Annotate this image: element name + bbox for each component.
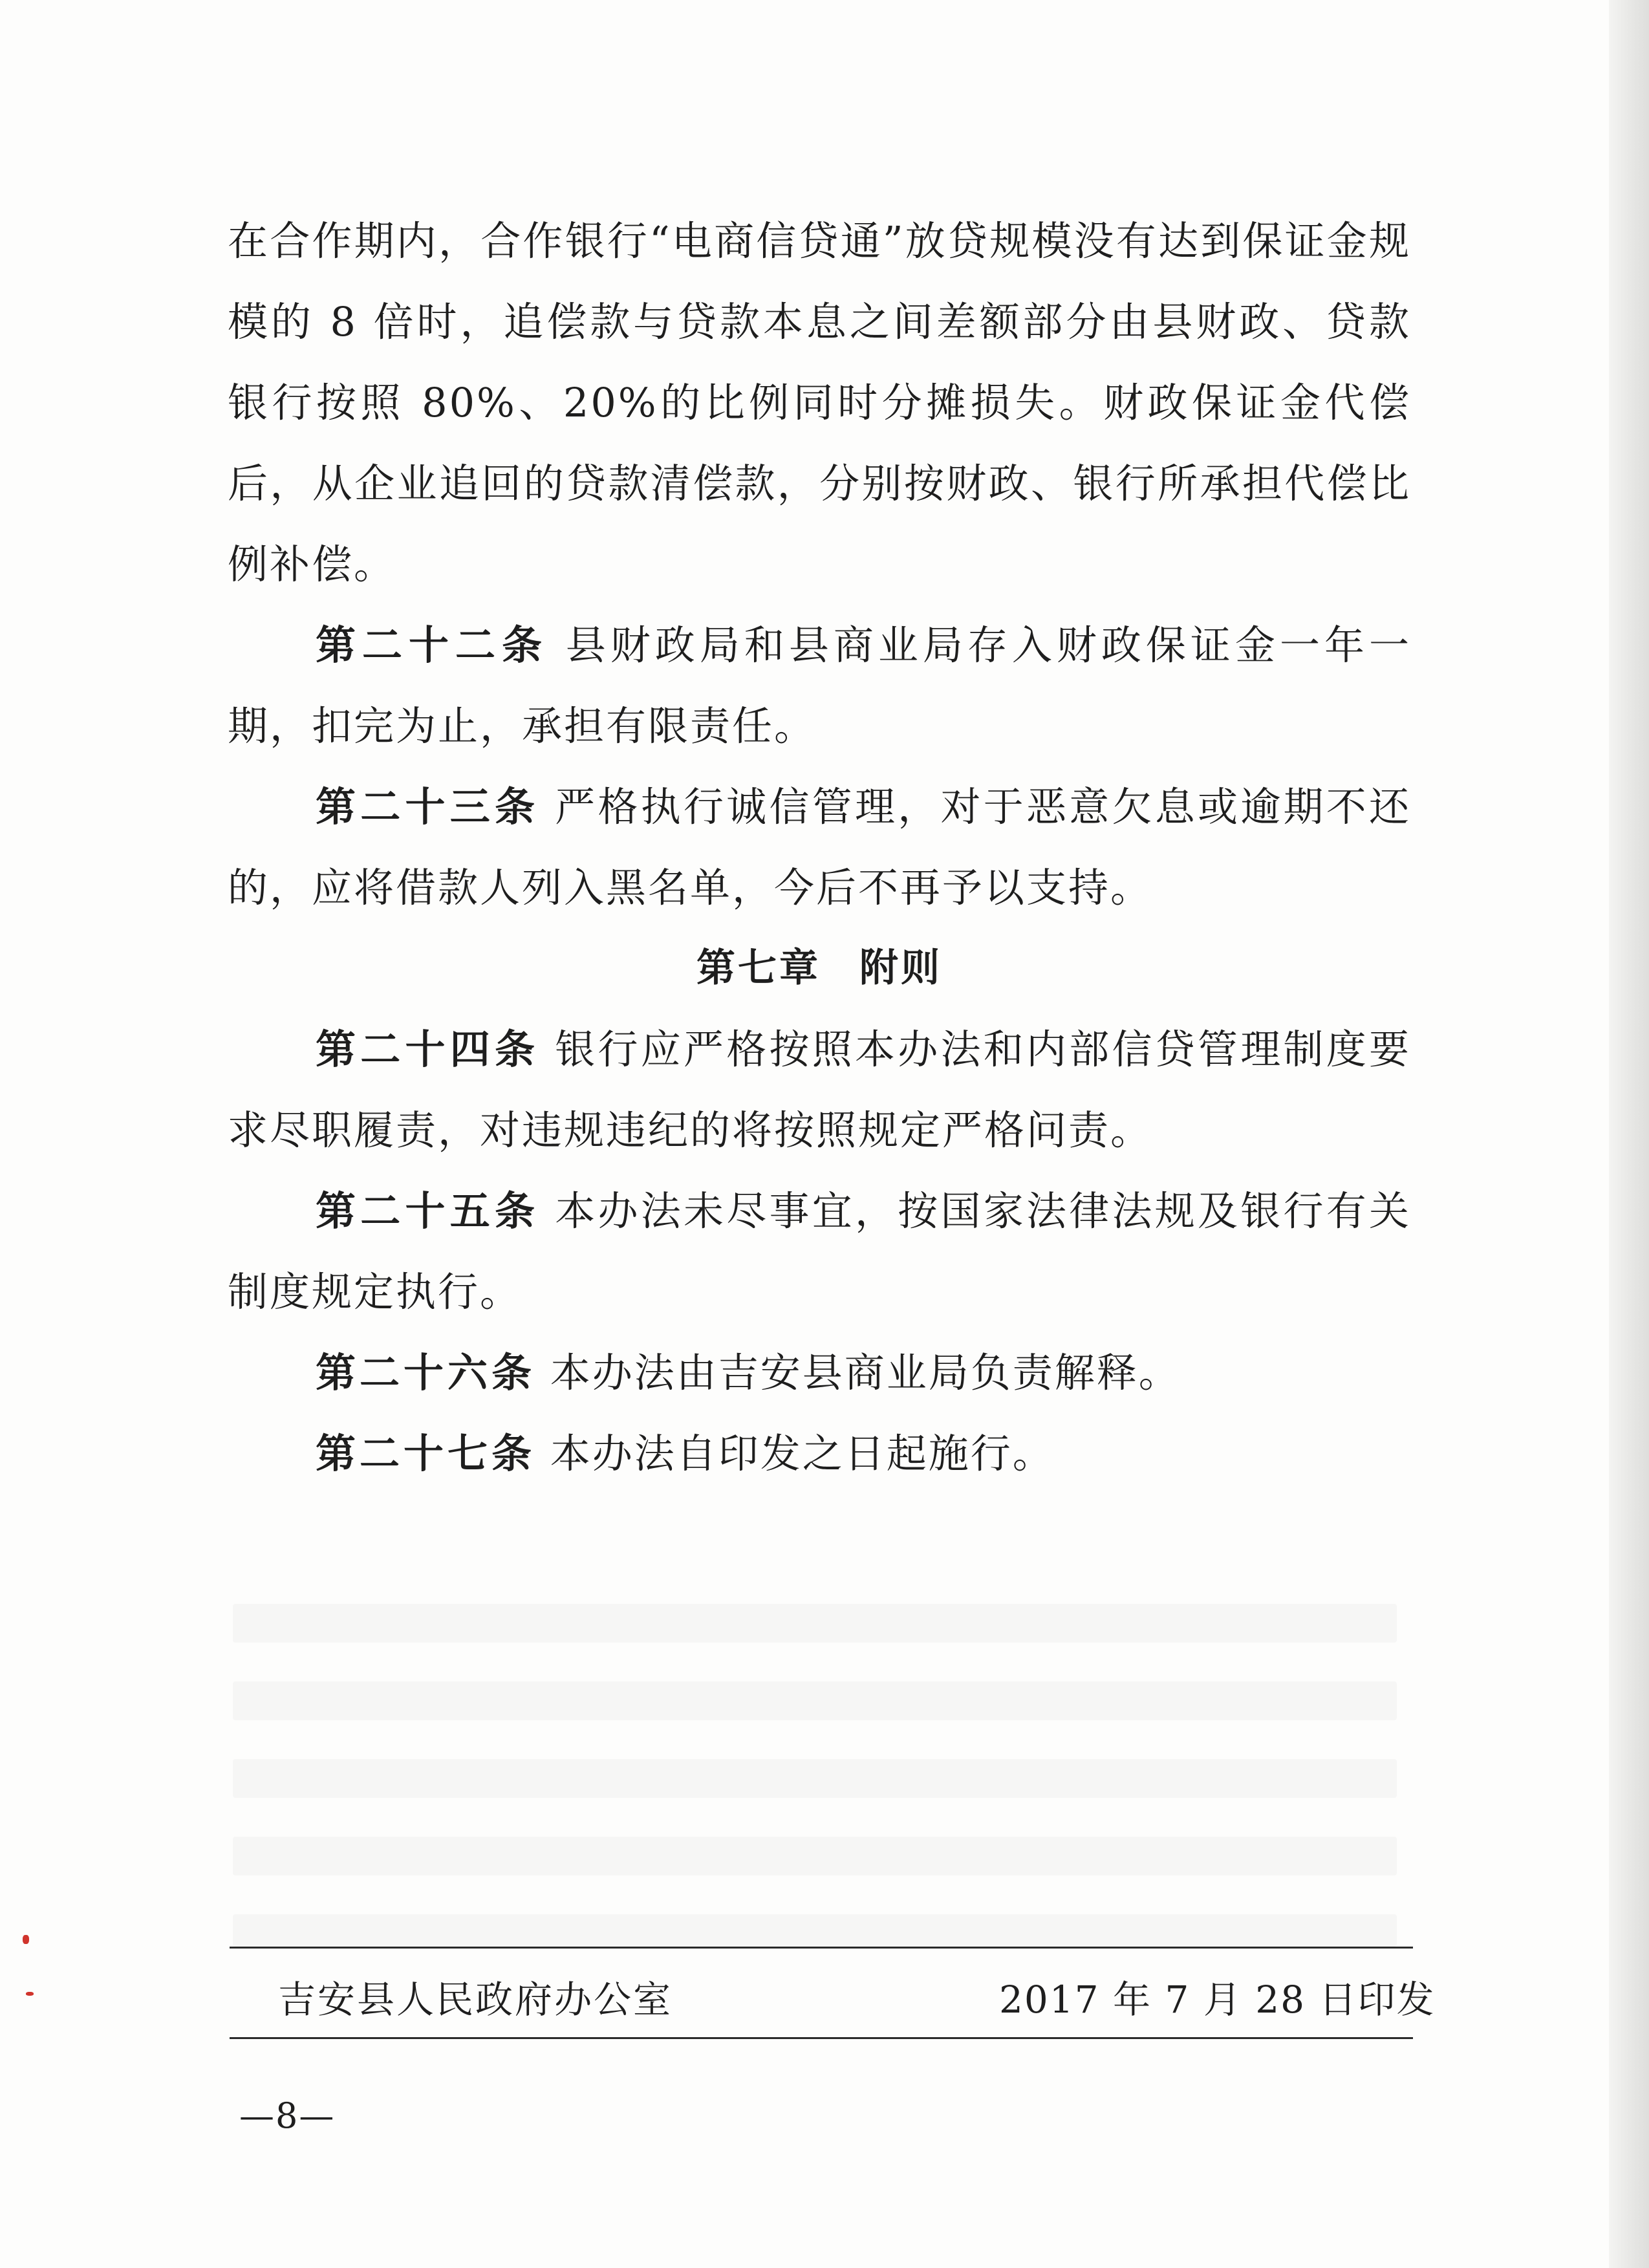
article-26 <box>228 1332 1411 1413</box>
footer-bottom-rule <box>230 2037 1413 2039</box>
article-24 <box>228 1009 1411 1171</box>
article-27 <box>228 1413 1411 1494</box>
bleed-through <box>233 1681 1397 1720</box>
red-speck <box>23 1935 29 1944</box>
article-text: 严格执行诚信管理，对于恶意欠息或逾期不还的，应将借款人列入黑名单，今后不再予以支持。 <box>228 783 1411 911</box>
bleed-through <box>233 1837 1397 1875</box>
article-text: 本办法自印发之日起施行。 <box>550 1430 1055 1477</box>
red-speck <box>26 1992 34 1996</box>
article-number: 第二十五条 <box>316 1187 540 1235</box>
chapter-heading <box>228 928 1411 1009</box>
bleed-through <box>233 1604 1397 1643</box>
footer-top-rule <box>230 1947 1413 1949</box>
article-number: 第二十七条 <box>316 1430 536 1477</box>
bleed-through <box>233 1914 1397 1947</box>
article-text: 县财政局和县商业局存入财政保证金一年一期，扣完为止，承担有限责任。 <box>228 621 1411 750</box>
scan-edge <box>1609 0 1649 2268</box>
issuer: 吉安县人民政府办公室 <box>278 1978 673 2022</box>
paragraph: 在合作期内，合作银行“电商信贷通”放贷规模没有达到保证金规模的 8 倍时，追偿款与贷款本息之间差额部分由县财政、贷款银行按照 80%、20%的比例同时分摊损失。财政保证金代偿后，从企业追回的贷款清偿款，分别按财政、银行所承担代偿比例补偿。 <box>228 217 1411 588</box>
chapter-title: 附则 <box>859 945 942 991</box>
article-number: 第二十四条 <box>316 1026 540 1073</box>
page-number: —8— <box>239 2095 336 2136</box>
bleed-through <box>233 1759 1397 1798</box>
article-text: 本办法未尽事宜，按国家法律法规及银行有关制度规定执行。 <box>228 1187 1411 1315</box>
article-22 <box>228 605 1411 766</box>
article-text: 银行应严格按照本办法和内部信贷管理制度要求尽职履责，对违规违纪的将按照规定严格问责。 <box>228 1026 1411 1154</box>
body-text <box>228 200 1411 1494</box>
article-number: 第二十六条 <box>316 1349 536 1396</box>
article-23 <box>228 766 1411 928</box>
article-25 <box>228 1171 1411 1332</box>
article-number: 第二十三条 <box>316 783 540 830</box>
article-text: 本办法由吉安县商业局负责解释。 <box>550 1349 1181 1396</box>
issue-date: 2017 年 7 月 28 日印发 <box>999 1978 1436 2022</box>
article-number: 第二十二条 <box>316 621 549 669</box>
chapter-number: 第七章 <box>696 945 821 991</box>
